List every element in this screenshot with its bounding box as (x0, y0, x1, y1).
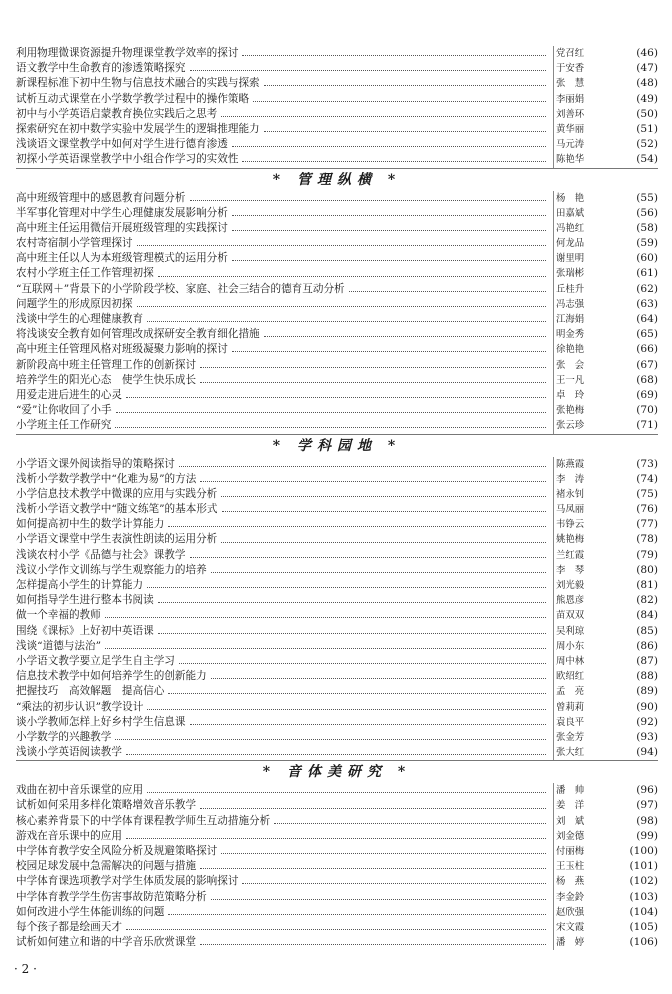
entry-author: 吴利琼 (553, 624, 614, 639)
dot-leader (190, 557, 547, 558)
toc-entry (16, 418, 658, 433)
dot-leader (349, 291, 546, 292)
dot-leader (190, 200, 547, 201)
toc-entry (16, 814, 658, 829)
entry-title: 浅议小学作文训练与学生观察能力的培养 (16, 563, 207, 576)
dot-leader (200, 382, 546, 383)
entry-page: (58) (636, 221, 658, 234)
entry-author: 李金鈴 (553, 890, 614, 905)
entry-title: 农村小学班主任工作管理初探 (16, 267, 154, 280)
entry-page: (51) (636, 122, 658, 135)
entry-page: (47) (636, 62, 658, 75)
toc-entry (16, 608, 658, 623)
entry-title: 利用物理微课资源提升物理课堂教学效率的探讨 (16, 47, 239, 59)
entry-author: 于安香 (553, 61, 614, 76)
entry-author: 欧绍红 (553, 669, 614, 684)
entry-title: 小学语文课堂中学生表演性朗读的运用分析 (16, 533, 218, 546)
entry-page: (70) (636, 404, 658, 417)
dot-leader (232, 260, 546, 261)
toc-entry (16, 783, 658, 798)
dot-leader (126, 838, 546, 839)
entry-author: 明金秀 (553, 327, 614, 342)
entry-page: (63) (636, 297, 658, 310)
entry-author: 周小东 (553, 639, 614, 654)
entry-title: 培养学生的阳光心态 使学生快乐成长 (16, 373, 197, 386)
entry-author: 袁良平 (553, 715, 614, 730)
dot-leader (264, 85, 546, 86)
entry-page: (75) (636, 487, 658, 500)
toc-entry (16, 639, 658, 654)
entry-title: 将浅谈安全教育如何管理改成探研安全教育细化措施 (16, 328, 260, 341)
toc-entry (16, 532, 658, 547)
entry-author: 黄华丽 (553, 122, 614, 137)
toc-entry (16, 487, 658, 502)
entry-page: (69) (636, 388, 658, 401)
toc-entry (16, 654, 658, 669)
entry-author: 刘 斌 (553, 814, 614, 829)
page-number: · 2 · (14, 962, 37, 976)
entry-page: (98) (636, 814, 658, 827)
toc-entry (16, 745, 658, 760)
dot-leader (158, 633, 546, 634)
toc-entry (16, 342, 658, 357)
toc-entry (16, 358, 658, 373)
entry-page: (76) (636, 503, 658, 516)
dot-leader (200, 944, 546, 945)
entry-title: 围绕《课标》上好初中英语课 (16, 624, 154, 637)
entry-page: (60) (636, 252, 658, 265)
toc-entry (16, 548, 658, 563)
dot-leader (211, 678, 546, 679)
dot-leader (232, 351, 546, 352)
entry-author: 张艳梅 (553, 403, 614, 418)
entry-title: 把握技巧 高效解题 提高信心 (16, 685, 165, 698)
dot-leader (232, 215, 546, 216)
entry-author: 刘善环 (553, 107, 614, 122)
entry-author: 冯艳红 (553, 221, 614, 236)
dot-leader (221, 542, 546, 543)
entry-page: (99) (636, 829, 658, 842)
entry-author: 潘 婷 (553, 935, 614, 950)
dot-leader (116, 412, 546, 413)
toc-entry (16, 684, 658, 699)
entry-author: 党召红 (553, 46, 614, 61)
dot-leader (200, 367, 546, 368)
table-of-contents (16, 46, 658, 950)
dot-leader (242, 883, 546, 884)
entry-title: 中学体育课选项教学对学生体质发展的影响探讨 (16, 875, 239, 888)
entry-author: 杨 艳 (553, 191, 614, 206)
dot-leader (221, 116, 546, 117)
toc-entry (16, 191, 658, 206)
toc-entry (16, 578, 658, 593)
dot-leader (211, 899, 546, 900)
toc-entry (16, 403, 658, 418)
entry-author: 周中林 (553, 654, 614, 669)
dot-leader (200, 808, 546, 809)
toc-entry (16, 282, 658, 297)
entry-author: 徐艳艳 (553, 342, 614, 357)
dot-leader (115, 739, 546, 740)
entry-title: 高中班级管理中的感恩教育问题分析 (16, 191, 186, 204)
entry-author: 苗双双 (553, 608, 614, 623)
entry-title: 浅谈农村小学《品德与社会》课教学 (16, 548, 186, 561)
entry-page: (84) (636, 609, 658, 622)
entry-page: (73) (636, 457, 658, 470)
entry-title: 初探小学英语课堂教学中小组合作学习的实效性 (16, 153, 239, 166)
dot-leader (221, 496, 546, 497)
entry-author: 王一凡 (553, 373, 614, 388)
dot-leader (253, 101, 546, 102)
entry-page: (96) (636, 784, 658, 797)
entry-page: (93) (636, 730, 658, 743)
toc-entry (16, 122, 658, 137)
dot-leader (137, 245, 546, 246)
entry-page: (78) (636, 533, 658, 546)
entry-title: 用爱走进后进生的心灵 (16, 388, 122, 401)
entry-page: (46) (636, 47, 658, 59)
entry-title: 新阶段高中班主任管理工作的创新探讨 (16, 358, 197, 371)
entry-page: (100) (629, 845, 658, 857)
section-heading: * 管理纵横 * (16, 168, 658, 191)
entry-title: 中学体育教学安全风险分析及规避策略探讨 (16, 845, 218, 857)
entry-author: 姚艳梅 (553, 532, 614, 547)
entry-author: 陈艳华 (553, 152, 614, 167)
dot-leader (147, 587, 546, 588)
entry-author: 陈燕霞 (553, 457, 614, 472)
dot-leader (200, 868, 546, 869)
entry-page: (52) (636, 138, 658, 151)
toc-entry (16, 890, 658, 905)
toc-entry (16, 373, 658, 388)
dot-leader (137, 306, 546, 307)
entry-title: 浅谈语文课堂教学中如何对学生进行德育渗透 (16, 138, 228, 151)
toc-entry (16, 730, 658, 745)
toc-entry (16, 905, 658, 920)
entry-author: 张 会 (553, 358, 614, 373)
toc-entry (16, 92, 658, 107)
entry-page: (102) (629, 875, 658, 888)
entry-author: 曾莉莉 (553, 700, 614, 715)
entry-page: (71) (636, 419, 658, 432)
entry-page: (88) (636, 670, 658, 683)
dot-leader (126, 929, 546, 930)
toc-entry (16, 266, 658, 281)
toc-entry (16, 829, 658, 844)
entry-author: 刘光毅 (553, 578, 614, 593)
entry-page: (74) (636, 472, 658, 485)
dot-leader (264, 336, 546, 337)
entry-page: (92) (636, 715, 658, 728)
toc-entry (16, 935, 658, 950)
entry-title: “互联网＋”背景下的小学阶段学校、家庭、社会三结合的德育互动分析 (16, 282, 345, 295)
entry-title: 浅谈“道德与法治” (16, 639, 101, 652)
entry-page: (103) (629, 890, 658, 903)
entry-page: (64) (636, 313, 658, 325)
section-heading: * 音体美研究 * (16, 760, 658, 783)
dot-leader (221, 853, 546, 854)
entry-title: 初中与小学英语启蒙教育换位实践后之思考 (16, 107, 218, 120)
toc-entry (16, 76, 658, 91)
entry-author: 杨 燕 (553, 874, 614, 889)
toc-entry (16, 297, 658, 312)
entry-page: (49) (636, 92, 658, 105)
dot-leader (147, 321, 546, 322)
entry-author: 李 琴 (553, 563, 614, 578)
entry-title: 试析如何采用多样化策略增效音乐教学 (16, 799, 197, 812)
entry-page: (94) (636, 746, 658, 759)
entry-page: (97) (636, 799, 658, 812)
entry-page: (66) (636, 343, 658, 356)
entry-author: 付丽梅 (553, 844, 614, 859)
dot-leader (179, 466, 546, 467)
toc-entry (16, 46, 658, 61)
toc-entry (16, 107, 658, 122)
dot-leader (147, 792, 546, 793)
entry-author: 李 涛 (553, 472, 614, 487)
entry-page: (80) (636, 563, 658, 576)
dot-leader (274, 823, 546, 824)
entry-title: 农村寄宿制小学管理探讨 (16, 237, 133, 250)
dot-leader (242, 55, 546, 56)
toc-entry (16, 221, 658, 236)
entry-page: (50) (636, 107, 658, 120)
toc-entry (16, 472, 658, 487)
dot-leader (190, 724, 547, 725)
entry-page: (54) (636, 153, 658, 166)
entry-author: 李丽娟 (553, 92, 614, 107)
toc-entry (16, 844, 658, 859)
dot-leader (200, 481, 546, 482)
entry-title: 游戏在音乐课中的应用 (16, 829, 122, 842)
entry-title: 小学信息技术教学中微课的应用与实践分析 (16, 487, 218, 500)
entry-page: (106) (629, 936, 658, 949)
entry-title: 试析如何建立和谐的中学音乐欣赏课堂 (16, 936, 197, 949)
dot-leader (232, 146, 546, 147)
toc-entry (16, 593, 658, 608)
entry-title: 高中班主任运用微信开展班级管理的实践探讨 (16, 221, 228, 234)
entry-title: 浅析小学语文教学中“随文练笔”的基本形式 (16, 503, 218, 516)
entry-author: 张 慧 (553, 76, 614, 91)
entry-author: 王玉柱 (553, 859, 614, 874)
entry-author: 马凤丽 (553, 502, 614, 517)
toc-entry (16, 669, 658, 684)
entry-author: 张大红 (553, 745, 614, 760)
toc-entry (16, 700, 658, 715)
toc-entry (16, 920, 658, 935)
dot-leader (242, 161, 546, 162)
entry-author: 张云珍 (553, 418, 614, 433)
toc-entry (16, 312, 658, 327)
toc-entry (16, 388, 658, 403)
dot-leader (222, 511, 546, 512)
toc-entry (16, 251, 658, 266)
entry-title: 高中班主任以人为本班级管理模式的运用分析 (16, 252, 228, 265)
entry-title: 信息技术教学中如何培养学生的创新能力 (16, 670, 207, 683)
toc-entry (16, 517, 658, 532)
entry-author: 卓 玲 (553, 388, 614, 403)
dot-leader (168, 526, 546, 527)
toc-entry (16, 859, 658, 874)
entry-title: 戏曲在初中音乐课堂的应用 (16, 784, 144, 797)
toc-entry (16, 874, 658, 889)
entry-author: 潘 帅 (553, 783, 614, 798)
entry-title: 浅谈中学生的心理健康教育 (16, 313, 144, 325)
entry-title: 如何指导学生进行整本书阅读 (16, 594, 154, 607)
entry-title: 浅谈小学英语阅读教学 (16, 746, 122, 759)
entry-page: (104) (629, 905, 658, 918)
entry-author: 冯志强 (553, 297, 614, 312)
entry-title: 浅析小学数学教学中“化难为易”的方法 (16, 472, 197, 485)
entry-title: 小学语文课外阅读指导的策略探讨 (16, 457, 175, 470)
entry-title: 中学体育教学学生伤害事故防范策略分析 (16, 890, 207, 903)
entry-author: 马元涛 (553, 137, 614, 152)
entry-page: (89) (636, 685, 658, 698)
entry-page: (82) (636, 594, 658, 607)
entry-author: 田嘉斌 (553, 206, 614, 221)
entry-title: 如何提高初中生的数学计算能力 (16, 518, 165, 531)
dot-leader (179, 663, 546, 664)
entry-page: (67) (636, 358, 658, 371)
entry-author: 张瑞彬 (553, 266, 614, 281)
entry-page: (68) (636, 373, 658, 386)
toc-entry (16, 61, 658, 76)
entry-page: (87) (636, 654, 658, 667)
dot-leader (105, 648, 546, 649)
entry-title: 校园足球发展中急需解决的问题与措施 (16, 860, 197, 873)
entry-page: (77) (636, 518, 658, 531)
entry-title: “爱”让你收回了小手 (16, 404, 112, 417)
toc-entry (16, 624, 658, 639)
entry-title: 核心素养背景下的中学体育课程教学师生互动措施分析 (16, 814, 271, 827)
toc-entry (16, 137, 658, 152)
entry-title: 每个孩子都是绘画天才 (16, 920, 122, 933)
entry-author: 宋文霞 (553, 920, 614, 935)
entry-title: 试析互动式课堂在小学数学教学过程中的操作策略 (16, 92, 250, 105)
entry-author: 熊恩彦 (553, 593, 614, 608)
dot-leader (105, 617, 546, 618)
entry-author: 张金芳 (553, 730, 614, 745)
dot-leader (147, 709, 546, 710)
entry-title: 小学语文教学要立足学生自主学习 (16, 654, 175, 667)
entry-author: 赵欣强 (553, 905, 614, 920)
entry-page: (86) (636, 639, 658, 652)
dot-leader (190, 70, 547, 71)
dot-leader (115, 427, 546, 428)
entry-title: 新课程标准下初中生物与信息技术融合的实践与探索 (16, 77, 260, 90)
entry-page: (105) (629, 920, 658, 933)
toc-entry (16, 502, 658, 517)
entry-author: 谢里明 (553, 251, 614, 266)
dot-leader (264, 131, 546, 132)
entry-page: (81) (636, 579, 658, 591)
entry-title: 怎样提高小学生的计算能力 (16, 579, 144, 591)
toc-entry (16, 715, 658, 730)
entry-title: 谈小学教师怎样上好乡村学生信息课 (16, 715, 186, 728)
entry-page: (55) (636, 191, 658, 204)
entry-page: (62) (636, 282, 658, 295)
entry-title: 问题学生的形成原因初探 (16, 297, 133, 310)
dot-leader (168, 693, 546, 694)
entry-author: 刘金德 (553, 829, 614, 844)
entry-title: 做一个幸福的教师 (16, 609, 101, 622)
dot-leader (232, 230, 546, 231)
entry-author: 韦铮云 (553, 517, 614, 532)
toc-entry (16, 457, 658, 472)
section-heading: * 学科园地 * (16, 434, 658, 457)
entry-author: 丘桂升 (553, 282, 614, 297)
toc-entry (16, 798, 658, 813)
entry-page: (59) (636, 237, 658, 250)
entry-title: 高中班主任管理风格对班级凝聚力影响的探讨 (16, 343, 228, 356)
entry-author: 江海娟 (553, 312, 614, 327)
entry-page: (61) (636, 267, 658, 280)
toc-entry (16, 152, 658, 167)
entry-title: 小学数学的兴趣教学 (16, 730, 112, 743)
entry-page: (90) (636, 700, 658, 713)
entry-author: 褚永钊 (553, 487, 614, 502)
entry-author: 何龙品 (553, 236, 614, 251)
entry-page: (48) (636, 77, 658, 90)
entry-title: 小学班主任工作研究 (16, 419, 112, 432)
entry-title: 如何改进小学生体能训练的问题 (16, 905, 165, 918)
entry-author: 姜 洋 (553, 798, 614, 813)
dot-leader (168, 914, 546, 915)
toc-entry (16, 236, 658, 251)
entry-title: 半军事化管理对中学生心理健康发展影响分析 (16, 206, 228, 219)
dot-leader (158, 602, 546, 603)
dot-leader (158, 276, 546, 277)
entry-author: 孟 亮 (553, 684, 614, 699)
entry-title: “乘法的初步认识”教学设计 (16, 700, 144, 713)
entry-page: (85) (636, 624, 658, 637)
toc-entry (16, 563, 658, 578)
entry-author: 兰红霞 (553, 548, 614, 563)
toc-entry (16, 327, 658, 342)
dot-leader (211, 572, 546, 573)
entry-title: 语文教学中生命教育的渗透策略探究 (16, 62, 186, 75)
entry-page: (101) (629, 860, 658, 873)
toc-entry (16, 206, 658, 221)
dot-leader (126, 397, 546, 398)
entry-page: (65) (636, 328, 658, 341)
dot-leader (126, 754, 546, 755)
entry-page: (79) (636, 548, 658, 561)
entry-page: (56) (636, 206, 658, 219)
entry-title: 探索研究在初中数学实验中发展学生的逻辑推理能力 (16, 122, 260, 135)
